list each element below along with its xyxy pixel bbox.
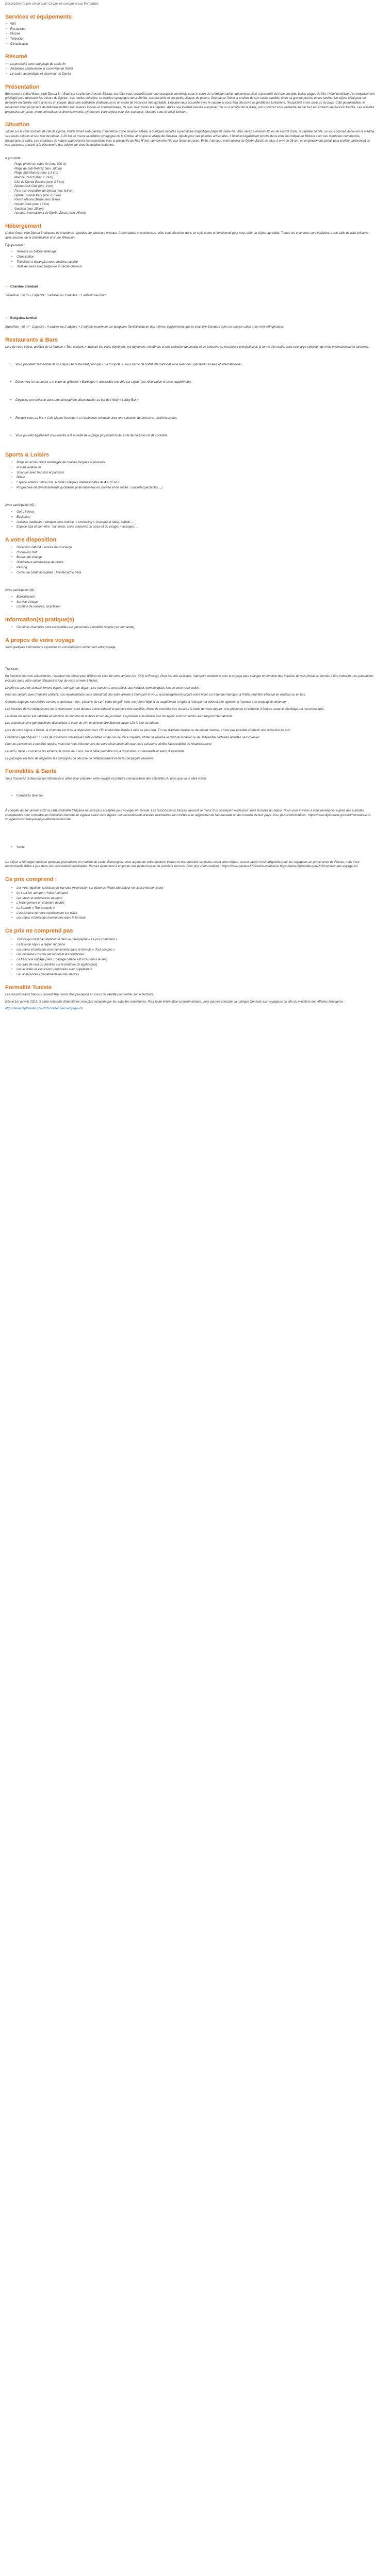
page	[0, 0, 381, 1026]
list-item: • Plage de Sidi Mehrez (env. 500 m)	[14, 167, 376, 172]
transport-paragraph: Certains bagages considérés comme « spéciaux » (ex : planche de surf, clubs de golf, vélo, etc.) font l'objet d'un supplément à régler à l'aéroport et doivent être signalés à l'avance à la compagnie aérienne.	[5, 701, 287, 704]
restaurants-text: Lors de votre séjour, profitez de la formule « Tout compris » incluant les petits déjeuners, les déjeuners, les dîners et une sélection de snacks et de boissons au restaurant principal sous la forme d'un buffet avec une large sélection de mets internationaux et tunisiens.	[5, 346, 369, 349]
situation-title: Situation	[5, 122, 30, 128]
list-item: • Cité de Djerba Explore (env. 3,5 km)	[14, 180, 376, 185]
hebergement-text: L'hôtel Smart club Djerba 3* dispose de chambres réparties sur plusieurs niveaux. Confortables et lumineuses, elles sont décorées dans un style sobre et fonctionnel pour vous offrir un séjour agréable. Toutes les chambres sont équipées d'une salle de bain privative avec douche, de la climatisation et d'une télévision.	[5, 232, 369, 240]
sports-paid-label: Avec participation (€) :	[5, 504, 36, 507]
list-item: • Les assurances complémentaires facultatives	[5, 973, 376, 977]
list-item: • Parc aux crocodiles de Djerba (env. 6,6 km)	[14, 189, 376, 194]
formalites-list	[5, 794, 376, 807]
information-title: Information(s) pratique(s)	[5, 616, 74, 623]
list-item: • Les frais de visa ou d'entrée sur le territoire (si applicables)	[5, 963, 376, 968]
list-item: • Les repas et boissons mentionnés dans la formule	[5, 916, 376, 921]
room-description: Superficie : 20 m² - Capacité : 3 adultes ou 2 adultes + 1 enfant maximum	[5, 294, 106, 297]
excludes-list	[5, 938, 376, 977]
formalites-title: Formalités & Santé	[5, 768, 57, 775]
sports-paid-list	[5, 510, 376, 530]
list-item: • Les repas et boissons non mentionnés dans la formule « Tout compris »	[5, 948, 376, 953]
list-item: • Activités nautiques : plongée sous-marine, « snorkeling » (masque et tuba), pédalo, ...	[5, 520, 376, 525]
list-item: • Climatisation	[5, 42, 376, 47]
transport-paragraph: Pour les séjours avec transfert collectif, nos représentants vous attendront dès votre arrivée à l'aéroport et vous accompagneront jusqu'à votre hôtel. Le trajet de l'aéroport à l'hôtel peut être effectué en minibus ou en bus.	[5, 693, 306, 697]
transport-paragraph: En fonction des vols sélectionnés, l'aéroport de départ peut différer de celui de votre arrivée (ex : Orly et Roissy). Pour les vols spéciaux, l'aéroport mentionné pour le voyage peut changer en fonction des horaires de vols (horaires donnés à titre indicatif). Les prestations incluses dans votre séjour débutent le jour de votre arrivée à l'hôtel.	[5, 675, 374, 683]
list-item: • Les taxes et redevances aéroport	[5, 896, 376, 901]
room-card	[5, 316, 376, 329]
list-item: • La formule « Tout compris »	[5, 906, 376, 911]
formalites-intro: Vous trouverez ci-dessous les informations utiles pour préparer votre voyage et prendre connaissance des actualités du pays que vous allez visiter.	[5, 777, 207, 781]
list-item: • Tout ce qui n'est pas mentionné dans le paragraphe « Le prix comprend »	[5, 938, 376, 942]
list-item: • Djerba Explore Park (env. 6,7 km)	[14, 194, 376, 198]
services-list	[5, 22, 376, 46]
list-item: • Réception 24h/24 - service de concierge	[5, 546, 376, 550]
list-item: • Le cadre authentique et charmeur de Djerba	[5, 72, 376, 77]
list-item: • Plage privée de sable fin (env. 300 m)	[14, 162, 376, 167]
list-item: • Découvrez le restaurant à la carte de grillades « Barbeque » accessible une fois par séjour (sur réservation et avec supplément).	[5, 380, 376, 385]
disposition-paid-list	[5, 595, 376, 609]
list-item: • Bureau de change	[5, 555, 376, 560]
voyage-title: A propos de votre voyage	[5, 637, 75, 643]
list-item: • Dégustez une boisson dans une atmosphère décontractée au bar de l'hôtel « Lobby Bar ».	[5, 398, 376, 403]
list-item: • Aéroport international de Djerba-Zarzis (env. 25 km)	[14, 211, 376, 216]
summary-list	[5, 62, 376, 77]
list-item: • Distributeur automatique de billets	[5, 561, 376, 565]
equipment-label: Équipements :	[5, 244, 25, 247]
sante-item-text: Un séjour à l'étranger implique quelques précautions en matière de santé. Renseignez-vous auprès de votre médecin traitant et des autorités sanitaires avant votre départ. Aucun vaccin n'est obligatoire pour les voyageurs en provenance de France, mais il est recommandé d'être à jour dans ses vaccinations habituelles. Pensez également à emporter une petite trousse de premiers secours. Pour plus d'informations : https://www.pasteur.fr/fr/centre-medical et https://www.diplomatie.gouv.fr/fr/conseils-aux-voyageurs/	[5, 860, 360, 869]
services-title: Services et équipements	[5, 13, 72, 20]
summary-title: Résumé	[5, 54, 27, 60]
list-item: • Djerba Golf Club (env. 4 km)	[14, 184, 376, 189]
list-item: • Le transfert aéroport / hôtel / aéroport	[5, 891, 376, 896]
situation-text: Située sur la côte nord-est de l'île de Djerba, l'hôtel Smart club Djerba 3* bénéficie d'une situation idéale, à quelques minutes à pied d'une magnifique plage de sable fin. Vous serez à environ 12 km de Houmt Souk, la capitale de l'île, où vous pourrez découvrir la médina, ses souks colorés et son port de pêche. À 20 km se trouve la célèbre synagogue de la Ghriba, ainsi que le village de Guellala, réputé pour ses poteries artisanales. L'hôtel est également proche de la zone touristique de Midoun avec ses nombreux commerces, restaurants et cafés. Les amateurs de nature apprécieront les excursions vers la presqu'île de Ras R'mel, surnommée l'île aux flamants roses. Enfin, l'aéroport international de Djerba-Zarzis se situe à environ 25 km, un emplacement parfait pour profiter pleinement de vos vacances et partir à la découverte des trésors de cette île méditerranéenne.	[5, 130, 375, 147]
formalite-line: Les ressortissants français doivent être munis d'un passeport en cours de validité pour entrer sur le territoire.	[5, 993, 154, 996]
presentation-text: Bienvenue à l'hôtel Smart club Djerba 3* ! Situé sur la côte nord-est de Djerba, cet hôtel vous accueille pour une escapade conviviale sous le soleil de la Méditerranée. Idéalement situé à proximité de l'une des plus belles plages de l'île, l'hôtel bénéficie d'un emplacement privilégié pour découvrir les trésors de Djerba : ses ruelles colorées, sa célèbre synagogue de la Ghriba, ses marchés et ses petits villages de potiers. Découvrez l'hôtel et profitez de son cadre paisible, entre sa grande piscine et ses jardins. Un séjour idéal pour se détendre en famille, entre amis ou en couple, dans une ambiance chaleureuse et un cadre de vacances très agréable. L'équipe vous accueille avec le sourire et vous fera découvrir la gentillesse tunisienne, l'hospitalité et les saveurs du pays. Côté gourmandise, le restaurant vous proposera de délicieux buffets aux saveurs locales et internationales, de quoi ravir toutes les papilles. Après une journée passée à explorer l'île ou à profiter de la plage, vous pourrez vous détendre au bar tout en sirotant une boisson fraîche. Les activités proposées sur place, entre animations et divertissements, rythmeront votre séjour pour des vacances réussies sous le soleil tunisien.	[5, 92, 375, 114]
list-item: • Piscine	[5, 32, 376, 37]
list-item: • Wifi	[5, 22, 376, 27]
distances-label: A proximité :	[5, 157, 23, 161]
room-name: • Chambre Standard	[5, 285, 376, 290]
disposition-title: A votre disposition	[5, 536, 57, 543]
distances-list	[5, 162, 376, 216]
formalites-item-text: À compter du 1er janvier 2021 la carte d'identité française ne sera plus acceptée pour voyager en Tunisie. Les ressortissants français devront se munir d'un passeport valide pour toute la durée du séjour. Nous vous invitons à vous renseigner auprès des autorités compétentes pour connaître les formalités d'entrée en vigueur avant votre départ. Les ressortissants d'autres nationalités sont invités à se rapprocher de l'ambassade ou du consulat de leur pays. Pour plus d'informations : https://www.diplomatie.gouv.fr/fr/conseils-aux-voyageurs/conseils-par-pays-destination/tunisie/	[5, 809, 371, 822]
list-item: • Piscine extérieure	[5, 466, 376, 470]
list-item: • Golf 18 trous	[5, 510, 376, 515]
list-item: • Plage en accès direct aménagée de chaises longues et parasols	[5, 461, 376, 465]
list-item: • Cartes de crédit acceptées : Mastercard & Visa	[5, 571, 376, 575]
list-item: • Programme de divertissements quotidiens (internationaux en journée et en soirée : concerts/spectacles ...)	[5, 486, 376, 490]
list-item: • Certaines chambres sont accessibles aux personnes à mobilité réduite (sur demande).	[5, 625, 376, 630]
transport-paragraph: Le prix est pour un acheminement depuis l'aéroport de départ. Les transferts sont prévus aux horaires communiqués lors de votre réservation.	[5, 686, 200, 690]
list-item: • Espace enfants : mini-club, activités ludiques internationales de 4 à 12 ans....	[5, 481, 376, 485]
list-item: • Salle de bains avec baignoire et sèche-cheveux	[5, 265, 376, 269]
restaurants-list	[5, 363, 376, 438]
transport-paragraph: Le tarif « bébé » concerne les enfants de moins de 2 ans. Un lit bébé peut être mis à disposition sur demande et selon disponibilité.	[5, 750, 185, 753]
list-item: • Vous prendrez l'ensemble de vos repas au restaurant principal « La Coupole », sous forme de buffet international varié avec des spécialités locales et internationales.	[5, 363, 376, 367]
list-item: • Les activités et excursions proposées avec supplément	[5, 968, 376, 972]
list-item: • Rendez-vous au bar « Café Maure Yasmine » et l'ambiance orientale avec une sélection de boissons rafraîchissantes.	[5, 416, 376, 421]
list-item: • Les dépenses d'ordre personnel et les pourboires	[5, 953, 376, 957]
formalites-item-title: • Formalités diverses	[17, 794, 44, 798]
list-item: • Équitation	[5, 515, 376, 520]
list-item: • L'hébergement en chambre double	[5, 901, 376, 906]
transport-paragraph: Lors de votre séjour à l'hôtel, la chambre est mise à disposition vers 15h et doit être libérée à midi au plus tard. En cas d'arrivée tardive ou de départ matinal, il n'est pas possible d'obtenir une réduction de prix.	[5, 728, 291, 732]
excludes-title: Ce prix ne comprend pas	[5, 928, 73, 934]
restaurants-title: Restaurants & Bars	[5, 336, 58, 343]
presentation-title: Présentation	[5, 83, 40, 90]
list-item: • Location de voitures, bicyclettes	[5, 605, 376, 609]
list-item: • Terrasse ou balcon aménagé	[5, 250, 376, 255]
voyage-intro: Voici quelques informations à prendre en considération concernant votre voyage.	[5, 646, 117, 649]
list-item: • Service d'étage	[5, 600, 376, 605]
list-item: • Billard	[5, 476, 376, 480]
list-item: • Plage Sidi Mahrez (env. 1,5 km)	[14, 171, 376, 176]
transport-paragraph: Le passager est tenu de respecter les consignes de sécurité de l'établissement et de la compagnie aérienne.	[5, 757, 154, 760]
sports-list	[5, 461, 376, 490]
list-item: • La taxe de séjour à régler sur place	[5, 943, 376, 947]
list-item: • La franchise bagage (seul 1 bagage cabine est inclus dans le tarif)	[5, 958, 376, 962]
list-item: • Connexion Wifi	[5, 551, 376, 555]
list-item: • Ambiance chaleureuse et conviviale de l'hôtel	[5, 67, 376, 72]
formalite-line: Dès le 1er janvier 2021, la carte nationale d'identité ne sera plus acceptée par les autorités tunisiennes. Pour toute information complémentaire, vous pouvez consulter la rubrique Conseils aux voyageurs du site du ministère des Affaires étrangères :	[5, 1000, 345, 1004]
disposition-list	[5, 546, 376, 575]
transport-paragraph: Conditions spécifiques : En cas de conditions climatiques défavorables ou de cas de force majeure, l'hôtel se réserve le droit de modifier ou de suspendre certaines activités sans préavis.	[5, 736, 260, 739]
formalite-tunisie-title: Formalité Tunisie	[5, 984, 52, 991]
list-item: • Guellala (env. 25 km)	[14, 207, 376, 212]
list-item: • Espace Spa et bien-être : hammam, soins corporels du corps et du visage, massages, ...	[5, 525, 376, 530]
list-item: • Parking	[5, 566, 376, 570]
list-item: • La proximité avec une plage de sable fin	[5, 62, 376, 67]
transport-paragraph: La durée du séjour est calculée en fonction du nombre de nuitées et non de journées. Le premier et le dernier jour du séjour sont consacrés au transport international.	[5, 715, 233, 718]
sante-item-title: • Santé	[17, 845, 25, 849]
transport-paragraph: Les horaires de vol indiqués lors de la réservation sont donnés à titre indicatif et peuvent être modifiés. Merci de contrôler vos horaires la veille de votre départ. Une présence à l'aéroport 2 heures avant le décollage est recommandée.	[5, 707, 324, 711]
sante-list	[5, 845, 376, 858]
transport-heading: Transport	[5, 667, 19, 671]
list-item: • L'assistance de notre représentant sur place	[5, 911, 376, 916]
sports-title: Sports & Loisirs	[5, 452, 49, 459]
list-item: • Blanchisserie	[5, 595, 376, 600]
page-intro: Description Ce prix comprend / Ce prix ne comprend pas Formalités	[5, 3, 99, 6]
list-item	[5, 845, 376, 858]
room-description: Superficie : 40 m² - Capacité : 4 adultes ou 2 adultes + 2 enfants maximum. Le bungalow familial dispose des mêmes équipements que la chambre Standard avec un espace salon et un mini-réfrigérateur.	[5, 326, 284, 329]
list-item: • Vous pourrez également vous rendre à la buvette de la plage proposant toute sorte de boissons et de cocktails.	[5, 434, 376, 438]
list-item: • Climatisation	[5, 255, 376, 260]
list-item: • Restaurant	[5, 27, 376, 32]
list-item: • Houmt Souk (env. 13 km)	[14, 202, 376, 207]
information-list	[5, 625, 376, 630]
includes-title: Ce prix comprend :	[5, 876, 57, 883]
list-item: • Télévision à écran plat avec chaînes satellite	[5, 260, 376, 265]
disposition-paid-label: Avec participation (€) :	[5, 589, 36, 592]
transport-paragraph: Pour les personnes à mobilité réduite, merci de nous informer lors de votre réservation afin que nous puissions vérifier l'accessibilité de l'établissement.	[5, 743, 213, 747]
list-item: • Ranch Marina Djerba (env. 8 km)	[14, 198, 376, 202]
room-name: • Bungalow familial	[5, 316, 376, 321]
list-item: • Télévision	[5, 37, 376, 42]
list-item: • Solarium avec transats et parasols	[5, 471, 376, 476]
transport-paragraph: Les chambres sont généralement disponibles à partir de 14h et doivent être libérées avant 12h le jour du départ.	[5, 722, 159, 725]
equipment-list	[5, 250, 376, 269]
room-card	[5, 285, 376, 298]
includes-list	[5, 886, 376, 921]
list-item: • Les vols réguliers, spéciaux ou low-cost (réservation sur place de l'hôtel aller/retour en classe économique)	[5, 886, 376, 891]
hebergement-title: Hébergement	[5, 223, 42, 230]
formalite-link[interactable]: https://www.diplomatie.gouv.fr/fr/conseils-aux-voyageurs/	[5, 1007, 83, 1011]
list-item	[5, 794, 376, 807]
list-item: • Marché Ranch (env. 1,3 km)	[14, 176, 376, 180]
